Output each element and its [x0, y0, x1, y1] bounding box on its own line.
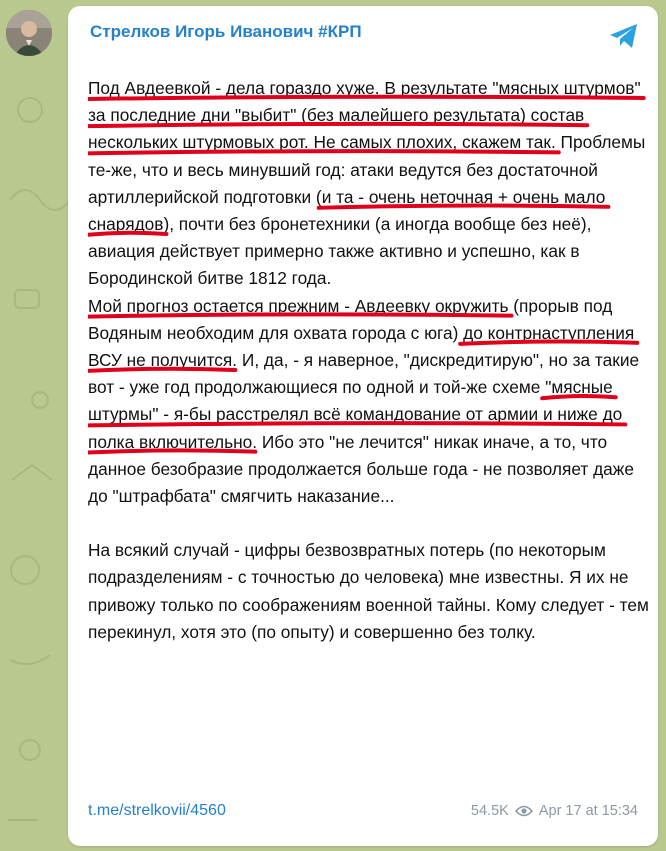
highlighted-text: Мой прогноз остается прежним - Авдеевку окружить — [88, 295, 509, 316]
channel-name[interactable]: Стрелков Игорь Иванович #КРП — [90, 22, 362, 41]
message-text — [88, 75, 658, 646]
highlighted-text: Под Авдеевкой - дела гораздо хуже. В результате "мясных штурмов" за последние дни "выбит" (без малейшего результата) состав нескольких штурмовых рот. Не самых плохих, скажем так. — [88, 78, 641, 153]
message-paragraph-3: На всякий случай - цифры безвозвратных потерь (по некоторым подразделениям - с точностью до человека) мне известны. Я их не привожу только по соображениям военной тайны. Кому следует - тем перекинул, хотя это (по опыту) и совершенно без толку. — [88, 540, 649, 642]
message-paragraph-1: Под Авдеевкой - дела гораздо хуже. В результате "мясных штурмов" за последние дни "выбит" (без малейшего результата) состав нескольких штурмовых рот. Не самых плохих, скажем так. Проблемы те-же, что и весь минувший год: атаки ведутся без достаточной артиллерийской подготовки (и та - очень неточная + очень мало снарядов), почти без бронетехники (а иногда вообще без неё), авиация действует примерно также активно и успешно, как в Бородинской битве 1812 года. — [88, 78, 646, 289]
post-meta — [471, 803, 638, 819]
channel-avatar[interactable] — [6, 10, 52, 56]
message-footer — [88, 802, 638, 824]
telegram-share-icon[interactable] — [606, 18, 642, 54]
highlighted-text: "мясные штурмы" - я-бы расстрелял всё командование от армии и ниже до полка включительно — [88, 377, 623, 452]
highlighted-text: и та - очень неточная + очень мало снарядов — [88, 186, 606, 235]
view-count: 54.5K — [470, 803, 509, 819]
post-link[interactable]: t.me/strelkovii/4560 — [88, 802, 226, 819]
eye-icon — [515, 805, 533, 817]
message-paragraph-2: Мой прогноз остается прежним - Авдеевку окружить (прорыв под Водяным необходим для охвата города с юга) до контрнаступления ВСУ не получится. И, да, - я наверное, "дискредитирую", но за такие вот - уже год продолжающиеся по одной и той-же схеме "мясные штурмы" - я-бы расстрелял всё командование от армии и ниже до полка включительно. Ибо это "не лечится" никак иначе, а то, что данное безобразие продолжается больше года - не позволяет даже до "штрафбата" смягчить наказание... — [88, 295, 640, 507]
post-date: Apr 17 at 15:34 — [538, 803, 638, 819]
highlighted-text: до контрнаступления ВСУ не получится — [88, 322, 635, 371]
message-bubble — [68, 6, 658, 846]
person-avatar-icon — [6, 10, 52, 56]
